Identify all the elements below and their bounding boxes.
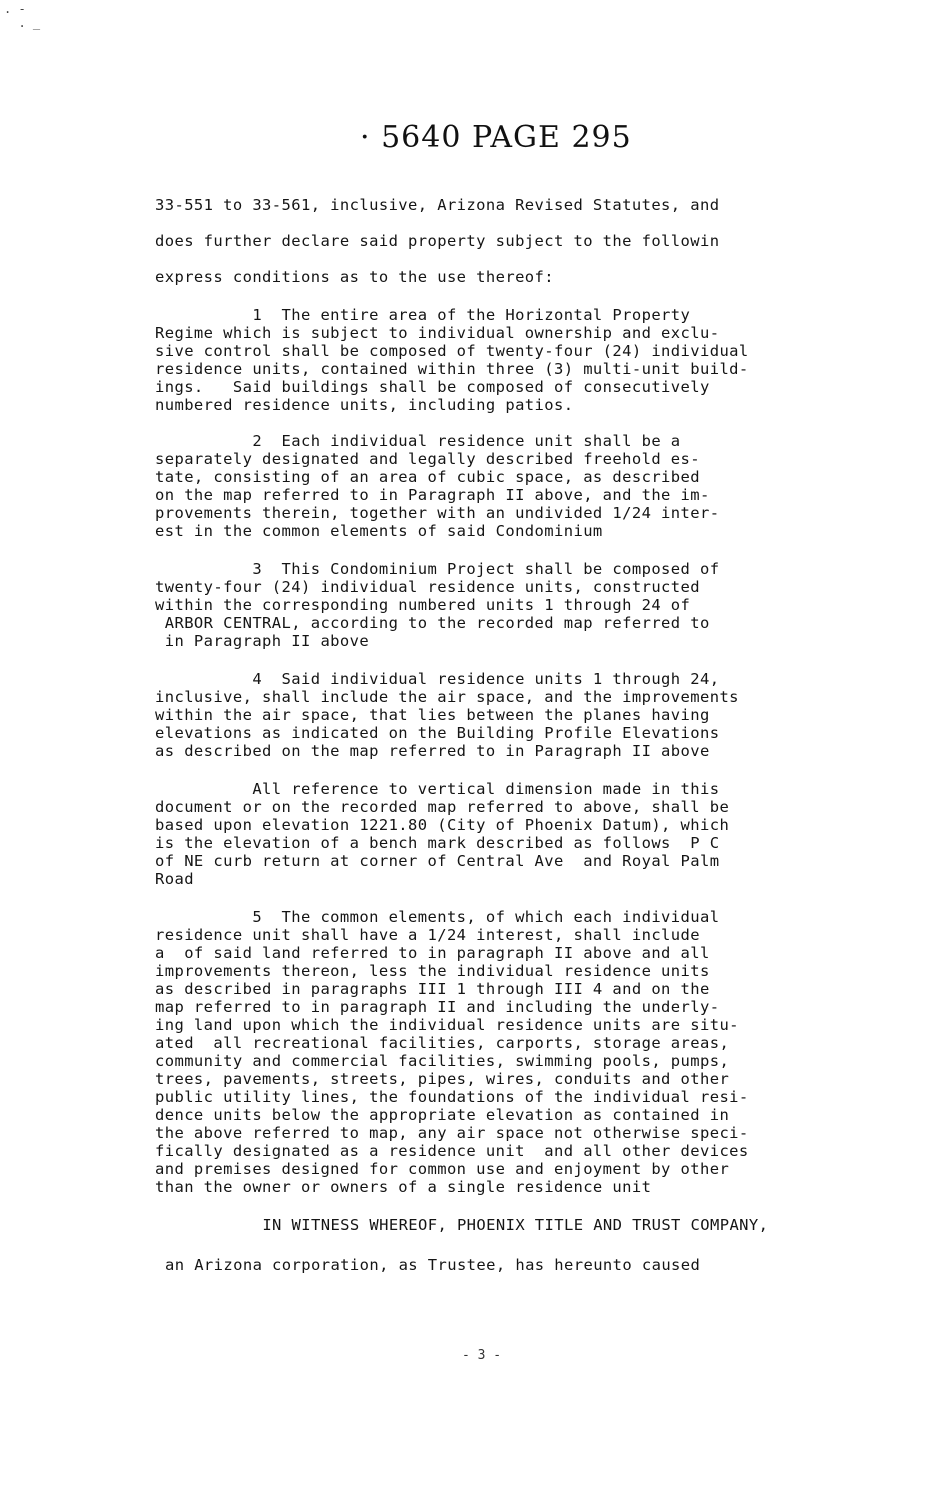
datum-paragraph-line: of NE curb return at corner of Central Ave and Royal Palm <box>155 852 720 870</box>
paragraph-3-line: in Paragraph II above <box>155 632 370 650</box>
paragraph-3-line: within the corresponding numbered units 1 through 24 of <box>155 596 691 614</box>
paragraph-1-line: numbered residence units, including patios. <box>155 396 574 414</box>
paragraph-2-line: tate, consisting of an area of cubic space, as described <box>155 468 700 486</box>
datum-paragraph-line: based upon elevation 1221.80 (City of Phoenix Datum), which <box>155 816 730 834</box>
paragraph-3-line: twenty-four (24) individual residence units, constructed <box>155 578 700 596</box>
paragraph-5-line: trees, pavements, streets, pipes, wires, conduits and other <box>155 1070 730 1088</box>
paragraph-5-line: a of said land referred to in paragraph II above and all <box>155 944 710 962</box>
datum-paragraph-line: is the elevation of a bench mark described as follows P C <box>155 834 720 852</box>
paragraph-5-line: dence units below the appropriate elevation as contained in <box>155 1106 730 1124</box>
paragraph-1-line: ings. Said buildings shall be composed of consecutively <box>155 378 710 396</box>
witness-line: an Arizona corporation, as Trustee, has hereunto caused <box>165 1256 701 1274</box>
paragraph-1-line: 1 The entire area of the Horizontal Property <box>155 306 691 324</box>
paragraph-4-line: within the air space, that lies between the planes having <box>155 706 710 724</box>
paragraph-5-line: ing land upon which the individual residence units are situ- <box>155 1016 739 1034</box>
paragraph-2-line: 2 Each individual residence unit shall be a <box>155 432 681 450</box>
paragraph-3-line: ARBOR CENTRAL, according to the recorded map referred to <box>155 614 710 632</box>
paragraph-5-line: ated all recreational facilities, carports, storage areas, <box>155 1034 730 1052</box>
paragraph-2-line: provements therein, together with an undivided 1/24 inter- <box>155 504 720 522</box>
paragraph-2-line: separately designated and legally described freehold es- <box>155 450 700 468</box>
paragraph-5-line: improvements thereon, less the individual residence units <box>155 962 710 980</box>
paragraph-5-line: as described in paragraphs III 1 through III 4 and on the <box>155 980 710 998</box>
paragraph-1-line: sive control shall be composed of twenty-four (24) individual <box>155 342 749 360</box>
witness-line: IN WITNESS WHEREOF, PHOENIX TITLE AND TRUST COMPANY, <box>165 1216 769 1234</box>
paragraph-4-line: 4 Said individual residence units 1 through 24, <box>155 670 720 688</box>
paragraph-2-line: on the map referred to in Paragraph II above, and the im- <box>155 486 710 504</box>
paragraph-1-line: residence units, contained within three (3) multi-unit build- <box>155 360 749 378</box>
paragraph-4-line: inclusive, shall include the air space, and the improvements <box>155 688 739 706</box>
paragraph-5-line: public utility lines, the foundations of the individual resi- <box>155 1088 749 1106</box>
paragraph-3-line: 3 This Condominium Project shall be composed of <box>155 560 720 578</box>
book-page-number: · 5640 PAGE 295 <box>360 120 632 155</box>
paragraph-4-line: as described on the map referred to in Paragraph II above <box>155 742 710 760</box>
paragraph-2-line: est in the common elements of said Condominium <box>155 522 603 540</box>
page-number: - 3 - <box>462 1348 502 1363</box>
paragraph-5-line: and premises designed for common use and enjoyment by other <box>155 1160 730 1178</box>
paragraph-5-line: fically designated as a residence unit and all other devices <box>155 1142 749 1160</box>
datum-paragraph-line: Road <box>155 870 194 888</box>
intro-line: express conditions as to the use thereof: <box>155 268 555 286</box>
paragraph-5-line: than the owner or owners of a single residence unit <box>155 1178 652 1196</box>
paragraph-5-line: residence unit shall have a 1/24 interest, shall include <box>155 926 700 944</box>
paragraph-5-line: 5 The common elements, of which each individual <box>155 908 720 926</box>
intro-line: does further declare said property subject to the followin <box>155 232 720 250</box>
paragraph-5-line: map referred to in paragraph II and including the underly- <box>155 998 720 1016</box>
corner-marks: . - . _ <box>4 2 41 30</box>
datum-paragraph-line: All reference to vertical dimension made in this <box>155 780 720 798</box>
intro-line: 33-551 to 33-561, inclusive, Arizona Revised Statutes, and <box>155 196 720 214</box>
paragraph-4-line: elevations as indicated on the Building Profile Elevations <box>155 724 720 742</box>
datum-paragraph-line: document or on the recorded map referred to above, shall be <box>155 798 730 816</box>
paragraph-5-line: the above referred to map, any air space not otherwise speci- <box>155 1124 749 1142</box>
paragraph-5-line: community and commercial facilities, swimming pools, pumps, <box>155 1052 730 1070</box>
paragraph-1-line: Regime which is subject to individual ownership and exclu- <box>155 324 720 342</box>
